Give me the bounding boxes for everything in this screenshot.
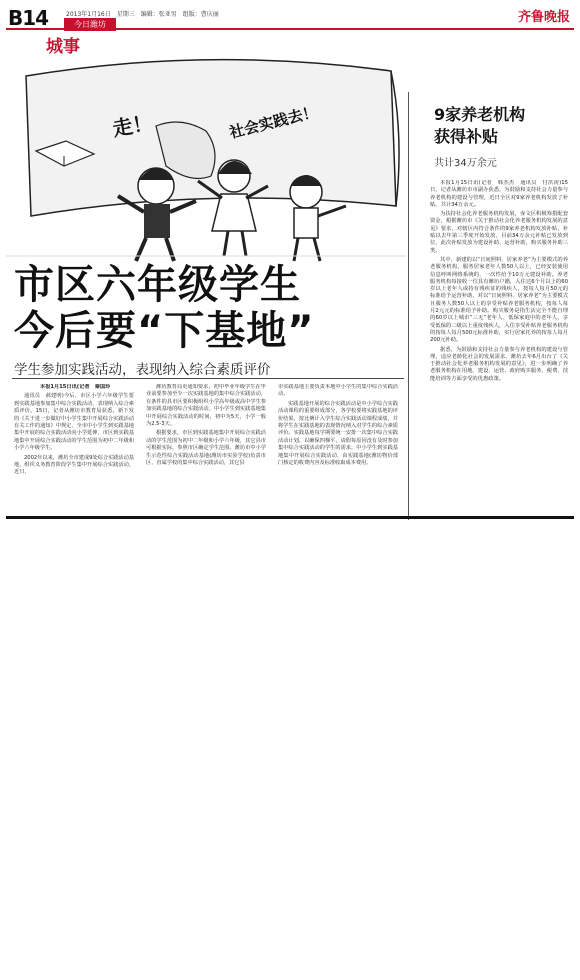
sidebar-headline	[434, 104, 525, 148]
article-paragraph: 通讯员 郝建明)今后，市区小学六年级学生要到实践基地参加集中综合实践活动，表现纳入综合素质评价。15日，记者从潍坊市教育局获悉，新下发的《关于进一步做好中小学生集中开展综合实践活动有关工作的通知》中规定，全市中小学生到实践基地集中开展的综合实践活动向小学延伸，市区到实践基地集中开展综合实践活动的学生范围为初中二年级和小学六年级学生。	[14, 393, 134, 452]
sidebar-paragraph: 据悉，为鼓励和支持社会力量参与养老机构的建设与管理，适应老龄化社会的发展需求，潍坊去年6月出台了《关于推动社会化养老服务机构发展的意见》，进一步明确了养老服务机构在用地、建设、运营、政府购买服务、税费、技能培训等方面享受的优惠政策。	[430, 346, 568, 382]
article-byline: 本报1月15日讯(记者 秦国玲	[40, 384, 111, 390]
page-number: B14	[8, 6, 49, 30]
banner-text-right: 社会实践去！	[227, 102, 320, 142]
article-paragraph: 根据要求，市区到实践基地集中开展综合实践活动的学生范围为初中二年级和小学六年级，其它县市可根据实际，参照市区确定学生范围。潍坊市中小学生示范性综合实践活动基地(潍坊市实验学校)负责市区、直属学校的集中综合实践活动，其它县	[146, 430, 266, 467]
sidebar-paragraph: 为扶持社会化养老服务机构发展，壶文区积极筹措配套资金，根据潍坊市《关于推动社会化养老服务机构发展的意见》要求，对辖区内符合条件的9家养老机构发放补贴，补贴以去年第三季度开始发放，目前34万余元补贴已发放到位，此次补贴发放为建设补助、运营补助，购买服务补助三类。	[430, 211, 568, 254]
article-paragraph: 2002年以来，潍坊全市建成9处综合实践活动基地，组织义务教育阶段学生集中开展综合实践活动，近日，	[14, 454, 134, 476]
headline-line-1: 市区六年级学生	[14, 262, 301, 308]
page-bottom-rule	[6, 516, 574, 519]
sidebar-headline-line-1: 9家养老机构	[434, 105, 526, 124]
sidebar-body	[430, 180, 568, 514]
headline-line-2: 今后要“下基地”	[14, 308, 315, 354]
page-meta: 2013年1月16日 星期三 编辑：张亚男 组版：曹庆丽	[66, 11, 219, 18]
sidebar-paragraph: 其中，新建的以“日间照料、居家养老”为主要模式的养老服务机构，服务居家老年人数50人以上，已经安装使用信息呼叫网络系统的，一次性给予10万元建设补助。养老服务机构每接收一位具有潍坊户籍，入住达6个月以上的60岁以上老年人或持有残疾证的残疾人，按每人每月50元的标准给予运营补助，对以“日间照料、居家养老”为主要模式且服务人数50人以上的享受补贴养老服务机构，按每人每月2元元的标准给予补助。购买服务是指生活完全不能自理的60岁以上城市“三无”老年人、低保家庭中的老年人，享受低保的二级以上重度残疾人，入住享受补贴养老服务机构的按每人每月500元标准补助，实行居家托养的按每人每月200元补助。	[430, 256, 568, 344]
article-column-3	[278, 384, 398, 510]
headline-divider	[12, 378, 404, 379]
banner-text-left: 走！	[110, 110, 155, 141]
article-column-1	[14, 384, 134, 510]
masthead-logo: 齐鲁晚报	[517, 10, 570, 25]
cartoon-illustration	[6, 56, 406, 266]
newspaper-page	[6, 4, 574, 520]
article-paragraph: 市实践基地主要负责本地中小学生的集中综合实践活动。	[278, 384, 398, 398]
column-rule	[408, 92, 409, 520]
sidebar-subhead: 共计34万余元	[434, 158, 497, 169]
article-paragraph: 实践基地开展的综合实践活动是中小学综合实践活动课程的重要组成部分，各学校要将实践基地的评价结果，按比例计入学生综合实践活动课程成绩，并将学生在实践基地的表现情况纳入对学生的综合素质评价。实践基地每学期要统一安排一次集中综合实践活动计划，以确保四梯平，请假每原因没有及时参加集中综合实践活动的学生的需求。中小学生到实践基地集中开展综合实践活动，由实践基地(潍坊物价部门核定的收费内容及标准收取成本费用。	[278, 400, 398, 467]
sidebar-paragraph: 本报1月15日讯(记者 韩杰杰 通讯员 付洪涛)15日，记者从潍坊市市副办获悉，为鼓励和支持社会力量参与养老机构的建设与管理，近日全区对9家养老机构发放了补贴，共计34万余元。	[430, 180, 568, 208]
section-tag: 今日潍坊	[64, 18, 116, 31]
article-headline	[14, 262, 315, 354]
sidebar-headline-line-2: 获得补贴	[434, 127, 499, 146]
section-title: 城事	[46, 37, 80, 57]
article-column-2	[146, 384, 266, 510]
article-paragraph: 潍坊教育局更通知要求，初中毕业年级学生在毕业前要参加至少一次实践基地的集中综合实践活动，有条件的县市区要积极组织小学高年级或高中学生参加实践基地的综合实践活动。中小学生到实践基地集中开展综合实践活动的时间，初中为5天，小学一般为2.5-3天。	[146, 384, 266, 428]
article-subhead: 学生参加实践活动，表现纳入综合素质评价	[14, 362, 271, 378]
